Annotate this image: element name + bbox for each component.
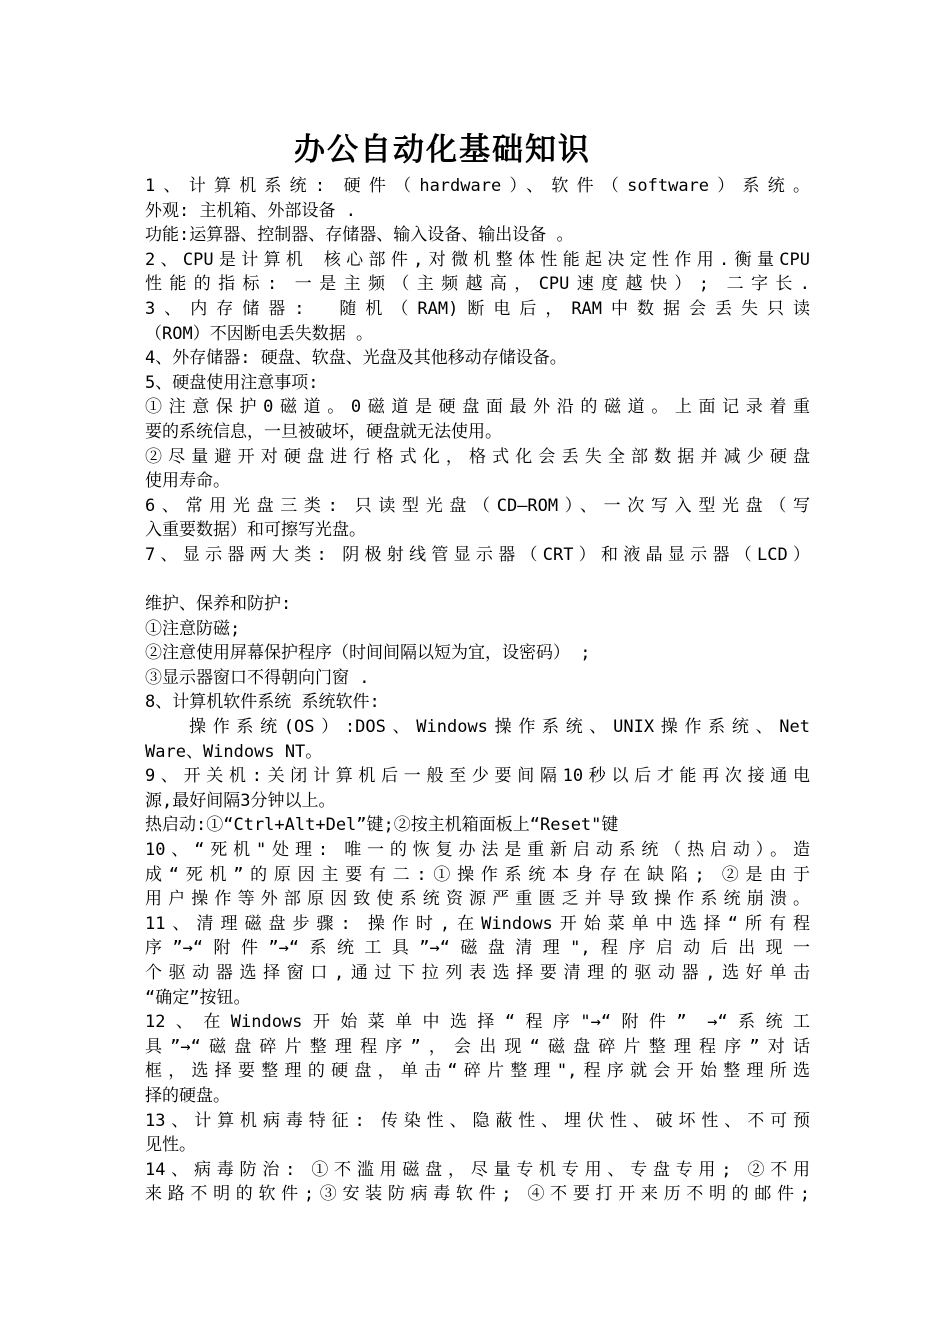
text-line: 用户操作等外部原因致使系统资源严重匮乏并导致操作系统崩溃。 — [145, 889, 810, 910]
text-line: 外观: 主机箱、外部设备 . — [145, 200, 356, 221]
text-line: 见性。 — [145, 1135, 196, 1156]
text-line: （ROM）不因断电丢失数据 。 — [145, 323, 373, 344]
text-line: ②注意使用屏幕保护程序（时间间隔以短为宜，设密码） ; — [145, 643, 591, 664]
text-line: 14、病毒防治: ①不滥用磁盘，尽量专机专用、专盘专用; ②不用 — [145, 1159, 810, 1180]
text-line: 13、计算机病毒特征: 传染性、隐蔽性、埋伏性、破坏性、不可预 — [145, 1110, 810, 1131]
text-line: 6、常用光盘三类: 只读型光盘（CD—ROM）、一次写入型光盘（写 — [145, 495, 810, 516]
text-line: 框，选择要整理的硬盘，单击“碎片整理",程序就会开始整理所选 — [145, 1061, 810, 1082]
text-line: 功能:运算器、控制器、存储器、输入设备、输出设备 。 — [145, 225, 574, 246]
text-line: ③显示器窗口不得朝向门窗 . — [145, 667, 370, 688]
text-line: 12、在Windows开始菜单中选择“程序"→“附件” →“系统工 — [145, 1012, 810, 1033]
text-line: ②尽量避开对硬盘进行格式化，格式化会丢失全部数据并减少硬盘 — [145, 446, 810, 467]
text-line: 3、内存储器: 随机（RAM)断电后，RAM中数据会丢失只读 — [145, 298, 810, 319]
text-line: 操作系统(OS）:DOS、Windows操作系统、UNIX操作系统、Net — [189, 717, 810, 738]
text-line: 具”→“磁盘碎片整理程序”，会出现“磁盘碎片整理程序”对话 — [145, 1036, 810, 1057]
text-line: 8、计算机软件系统 系统软件: — [145, 692, 380, 713]
text-line: 择的硬盘。 — [145, 1085, 230, 1106]
text-line: 来路不明的软件;③安装防病毒软件; ④不要打开来历不明的邮件; — [145, 1184, 810, 1205]
text-line: Ware、Windows NT。 — [145, 741, 323, 762]
text-line: 7、显示器两大类: 阴极射线管显示器（CRT）和液晶显示器（LCD） — [145, 544, 810, 565]
text-line: 维护、保养和防护: — [145, 594, 292, 615]
text-line: 源,最好间隔3分钟以上。 — [145, 790, 336, 811]
text-line: 入重要数据）和可擦写光盘。 — [145, 520, 366, 541]
text-line: 1、计算机系统: 硬件（hardware）、软件（software）系统。 — [145, 176, 810, 196]
document-body — [145, 174, 810, 1207]
text-line: ①注意保护0磁道。0磁道是硬盘面最外沿的磁道。上面记录着重 — [145, 397, 810, 418]
text-line: “确定”按钮。 — [145, 987, 251, 1008]
text-line: ①注意防磁; — [145, 618, 241, 639]
text-line: 2、CPU是计算机 核心部件,对微机整体性能起决定性作用.衡量CPU — [145, 249, 810, 270]
text-line: 4、外存储器: 硬盘、软盘、光盘及其他移动存储设备。 — [145, 348, 567, 369]
text-line: 使用寿命。 — [145, 471, 230, 492]
text-line: 序”→“附件”→“系统工具”→“磁盘清理",程序启动后出现一 — [145, 938, 810, 959]
blank-line — [145, 568, 810, 593]
text-line: 成“死机”的原因主要有二:①操作系统本身存在缺陷; ②是由于 — [145, 864, 810, 885]
text-line: 要的系统信息，一旦被破坏，硬盘就无法使用。 — [145, 421, 502, 442]
text-line: 个驱动器选择窗口,通过下拉列表选择要清理的驱动器,选好单击 — [145, 963, 810, 983]
text-line: 热启动:①“Ctrl+Alt+Del”键;②按主机箱面板上“Reset"键 — [145, 815, 619, 836]
text-line: 11、清理磁盘步骤: 操作时,在Windows开始菜单中选择“所有程 — [145, 913, 810, 934]
page-title: 办公自动化基础知识 — [294, 132, 591, 168]
text-line: 9、开关机:关闭计算机后一般至少要间隔10秒以后才能再次接通电 — [145, 766, 810, 787]
text-line: 性能的指标: 一是主频（主频越高，CPU速度越快）; 二字长. — [145, 274, 810, 295]
text-line: 5、硬盘使用注意事项: — [145, 372, 319, 393]
text-line: 10、“死机"处理: 唯一的恢复办法是重新启动系统（热启动）。造 — [145, 840, 810, 861]
